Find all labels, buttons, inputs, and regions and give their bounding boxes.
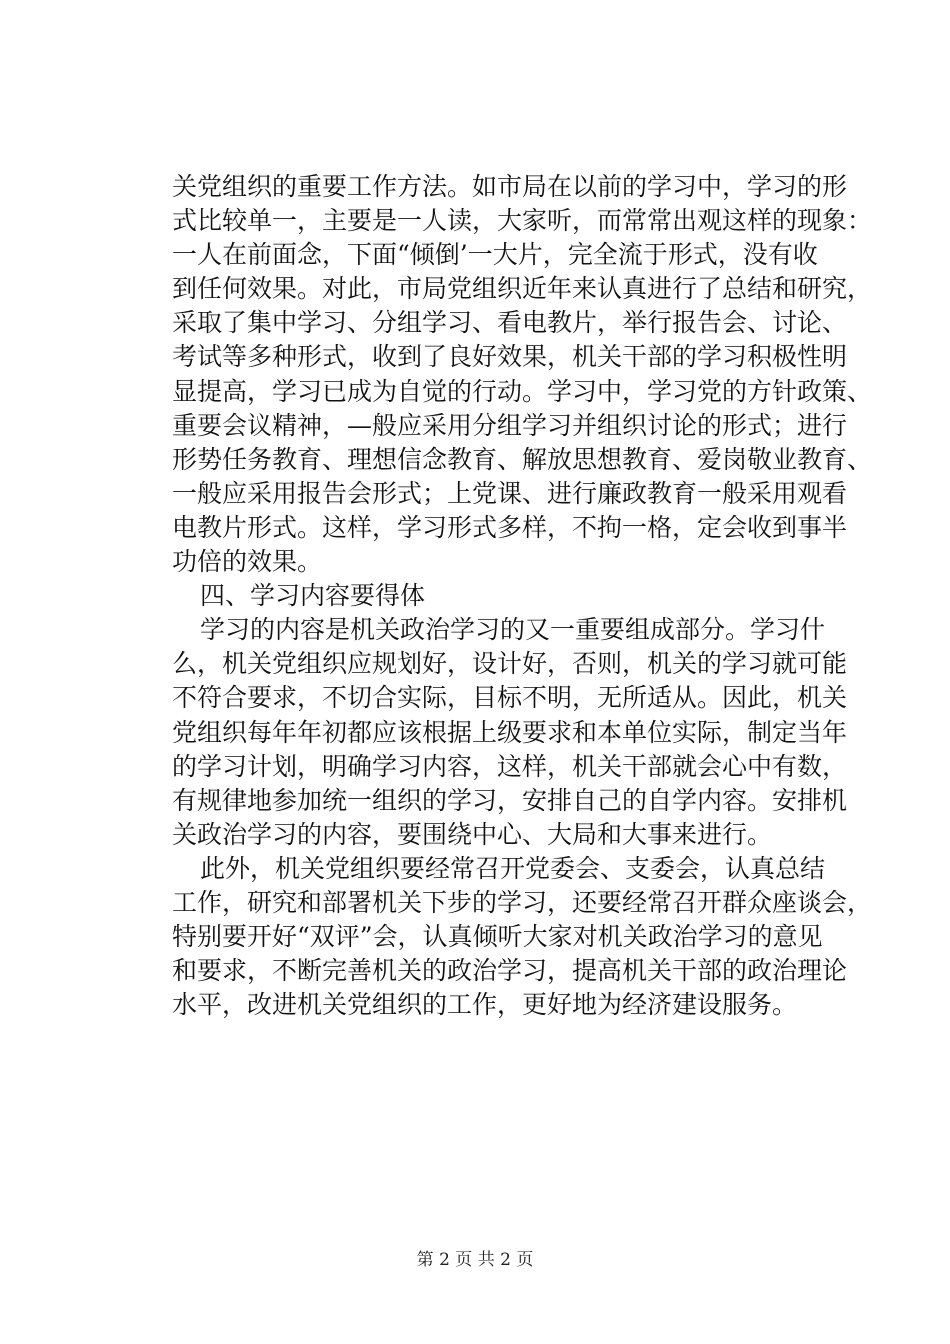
text-line: 形势任务教育、理想信念教育、解放思想教育、爱岗敬业教育、: [172, 444, 873, 474]
section-heading: 四、学习内容要得体: [200, 581, 426, 611]
page-number: 第 2 页 共 2 页: [416, 1250, 534, 1270]
text-line: 工作，研究和部署机关下步的学习，还要经常召开群众座谈会，: [172, 887, 873, 917]
text-line: 一般应采用报告会形式；上党课、进行廉政教育一般采用观看: [172, 478, 848, 508]
text-line: 学习的内容是机关政治学习的又一重要组成部分。学习什: [200, 615, 826, 645]
text-line: 电教片形式。这样，学习形式多样，不拘一格，定会收到事半: [172, 512, 848, 542]
text-line: 采取了集中学习、分组学习、看电教片，举行报告会、讨论、: [172, 308, 848, 338]
text-line: 党组织每年年初都应该根据上级要求和本单位实际，制定当年: [172, 717, 848, 747]
text-line: 特别要开好“双评”会，认真倾听大家对机关政治学习的意见: [172, 922, 823, 952]
text-line: 关党组织的重要工作方法。如市局在以前的学习中，学习的形: [172, 172, 848, 201]
text-line: 有规律地参加统一组织的学习，安排自己的自学内容。安排机: [172, 785, 848, 815]
text-line: 功倍的效果。: [172, 547, 323, 577]
text-line: 关政治学习的内容，要围绕中心、大局和大事来进行。: [172, 819, 773, 849]
text-line: 考试等多种形式，收到了良好效果，机关干部的学习积极性明: [172, 342, 848, 372]
text-line: 水平，改进机关党组织的工作，更好地为经济建设服务。: [172, 990, 798, 1020]
body-text: [172, 170, 873, 1022]
text-line: 么，机关党组织应规划好，设计好，否则，机关的学习就可能: [172, 649, 848, 679]
text-line: 和要求，不断完善机关的政治学习，提高机关干部的政治理论: [172, 956, 848, 986]
text-line: 重要会议精神，—般应采用分组学习并组织讨论的形式；进行: [172, 410, 848, 440]
text-line: 的学习计划，明确学习内容，这样，机关干部就会心中有数，: [172, 751, 848, 781]
text-line: 到任何效果。对此，市局党组织近年来认真进行了总结和研究，: [172, 274, 873, 304]
text-line: 式比较单一，主要是一人读，大家听，而常常出观这样的现象：: [172, 206, 873, 236]
text-line: 一人在前面念，下面“倾倒’一大片，完全流于形式，没有收: [172, 240, 818, 270]
text-line: 此外，机关党组织要经常召开党委会、支委会，认真总结: [200, 853, 826, 883]
text-line: 显提高，学习已成为自觉的行动。学习中，学习党的方针政策、: [172, 376, 873, 406]
text-line: 不符合要求，不切合实际，目标不明，无所适从。因此，机关: [172, 683, 848, 713]
